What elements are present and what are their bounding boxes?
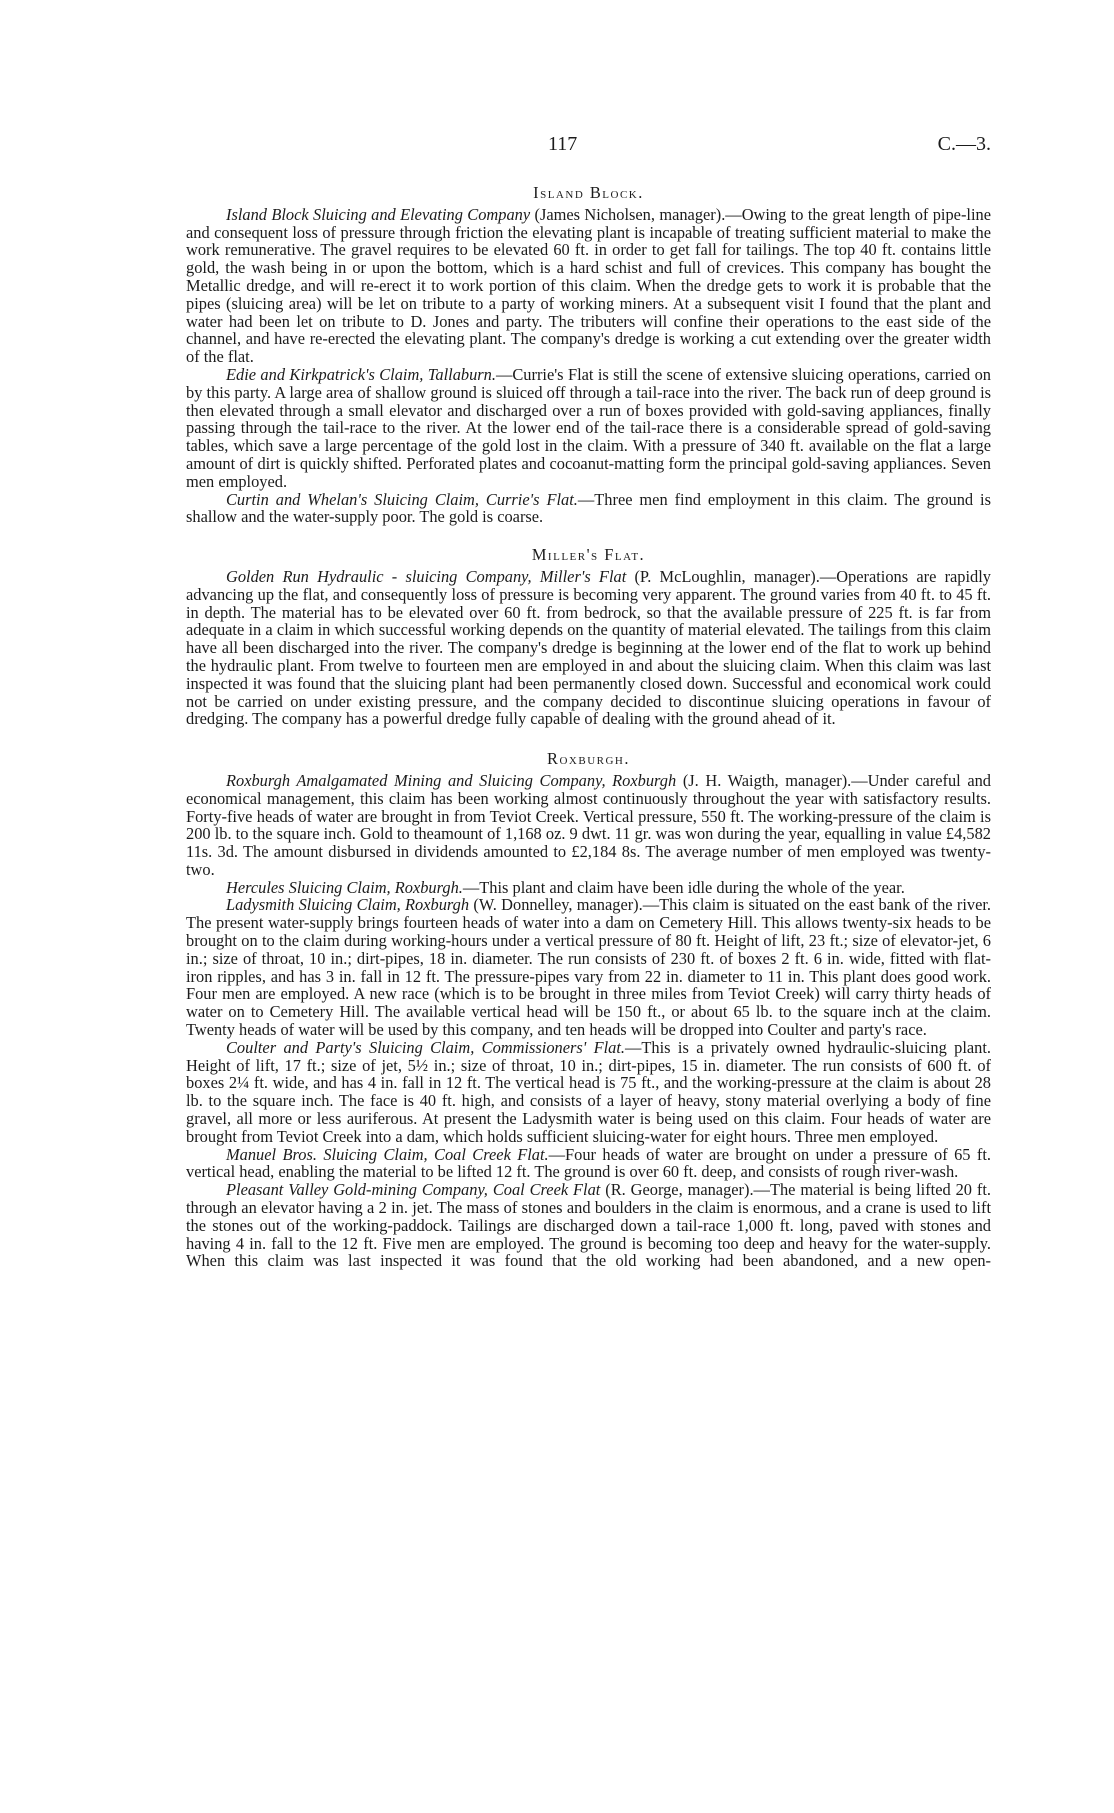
paragraph-lead: Edie and Kirkpatrick's Claim, Tallaburn. xyxy=(226,364,496,384)
paragraph xyxy=(186,568,991,728)
section-heading-millers-flat: Miller's Flat. xyxy=(531,545,646,565)
section-heading-roxburgh: Roxburgh. xyxy=(547,749,630,769)
paragraph-text: (P. McLoughlin, manager).—Operations are rapidly advancing up the flat, and consequently loss of pressure is becoming very apparent. The ground varies from 40 ft. to 45 ft. in depth. The material has to be elevated over 60 ft. from bedrock, so that the available pressure of 225 ft. is far from adequate in a claim in which successful working depends on the quantity of material elevated. The tailings from this claim have all been discharged into the river. The company's dredge is beginning at the lower end of the flat to work up behind the hydraulic plant. From twelve to fourteen men are employed in and about the sluicing claim. When this claim was last inspected it was found that the sluicing plant had been permanently closed down. Successful and economical work could not be carried on under existing pressure, and the company decided to discontinue sluicing operations in favour of dredging. The company has a powerful dredge fully capable of dealing with the ground ahead of it. xyxy=(186,566,992,729)
paragraph-lead: Curtin and Whelan's Sluicing Claim, Currie's Flat. xyxy=(226,489,578,509)
paragraph-lead: Pleasant Valley Gold-mining Company, Coal Creek Flat xyxy=(226,1180,601,1200)
paragraph-lead: Roxburgh Amalgamated Mining and Sluicing Company, Roxburgh xyxy=(226,770,677,790)
paragraph-text: (J. H. Waigth, manager).—Under careful and economical management, this claim has been working almost continuously throughout the year with satisfactory results. Forty-five heads of water are brought in from Teviot Creek. Vertical pressure, 550 ft. The working-pressure of the claim is 200 lb. to the square inch. Gold to theamount of 1,168 oz. 9 dwt. 11 gr. was won during the year, equalling in value £4,582 11s. 3d. The amount disbursed in dividends amounted to £2,184 8s. The average number of men employed was twenty-two. xyxy=(186,770,991,879)
paragraph-lead: Hercules Sluicing Claim, Roxburgh. xyxy=(226,877,463,897)
paragraph xyxy=(186,1181,991,1270)
document-reference: C.—3. xyxy=(937,133,991,155)
paragraph-text: (R. George, manager).—The material is being lifted 20 ft. through an elevator having a 2 in. jet. The mass of stones and boulders in the claim is enormous, and a crane is used to lift the stones out of the working-paddock. Tailings are discharged down a tail-race 1,000 ft. long, paved with stones and having 4 in. fall to the 12 ft. Five men are employed. The ground is becoming too deep and heavy for the water-supply. When this claim was last inspected it was found that the old working had been abandoned, and a new open- xyxy=(186,1180,991,1271)
paragraph xyxy=(186,879,991,897)
paragraph-lead: Ladysmith Sluicing Claim, Roxburgh xyxy=(226,895,470,915)
paragraph-lead: Island Block Sluicing and Elevating Company xyxy=(226,204,531,224)
paragraph-text: —Currie's Flat is still the scene of extensive sluicing operations, carried on by this party. A large area of shallow ground is sluiced off through a tail-race into the river. The back run of deep ground is then elevated through a small elevator and discharged over a run of boxes provided with gold-saving appliances, finally passing through the tail-race to the river. At the lower end of the tail-race there is a considerable spread of gold-saving tables, which save a large percentage of the gold lost in the claim. With a pressure of 340 ft. available on the flat a large amount of dirt is quickly shifted. Perforated plates and cocoanut-matting form the principal gold-saving appliances. Seven men employed. xyxy=(186,364,991,491)
paragraph-text: —Three men find employment in this claim. The ground is shallow and the water-supply poor. The gold is coarse. xyxy=(186,489,991,527)
paragraph-text: (W. Donnelley, manager).—This claim is situated on the east bank of the river. The present water-supply brings fourteen heads of water into a dam on Cemetery Hill. This allows twenty-six heads to be brought on to the claim during working-hours under a vertical pressure of 80 ft. Height of lift, 23 ft.; size of elevator-jet, 6 in.; size of throat, 10 in.; dirt-pipes, 18 in. diameter. The run consists of 230 ft. of boxes 2 ft. 6 in. wide, fitted with flat-iron ripples, and has 3 in. fall in 12 ft. The pressure-pipes vary from 22 in. diameter to 11 in. This plant does good work. Four men are employed. A new race (which is to be brought in three miles from Teviot Creek) will carry thirty heads of water on to Cemetery Hill. The available vertical head will be 150 ft., or about 65 lb. to the square inch at the claim. Twenty heads of water will be used by this company, and ten heads will be dropped into Coulter and party's race. xyxy=(186,895,991,1040)
paragraph-text: —This is a privately owned hydraulic-sluicing plant. Height of lift, 17 ft.; size of jet, 5½ in.; size of throat, 10 in.; dirt-pipes, 15 in. diameter. The run consists of 600 ft. of boxes 2¼ ft. wide, and has 4 in. fall in 12 ft. The vertical head is 75 ft., and the working-pressure at the claim is about 28 lb. to the square inch. The face is 40 ft. high, and consists of a layer of heavy, stony material overlying a body of fine gravel, all more or less auriferous. At present the Ladysmith water is being used on this claim. Four heads of water are brought from Teviot Creek into a dam, which holds sufficient sluicing-water for eight hours. Three men employed. xyxy=(186,1037,992,1146)
paragraph-lead: Coulter and Party's Sluicing Claim, Commissioners' Flat. xyxy=(226,1037,626,1057)
paragraph-lead: Golden Run Hydraulic - sluicing Company, Miller's Flat xyxy=(226,566,627,586)
paragraph-lead: Manuel Bros. Sluicing Claim, Coal Creek Flat. xyxy=(226,1144,549,1164)
paragraph xyxy=(186,366,991,491)
paragraph-text: —This plant and claim have been idle during the whole of the year. xyxy=(462,877,905,897)
section-heading-island-block: Island Block. xyxy=(533,183,644,202)
paragraph-text: (James Nicholsen, manager).—Owing to the great length of pipe-line and consequent loss of pressure through friction the elevating plant is incapable of treating sufficient material to make the work remunerative. The gravel requires to be elevated 60 ft. in order to get fall for tailings. The top 40 ft. contains little gold, the wash being in or upon the bottom, which is a hard schist and full of crevices. This company has bought the Metallic dredge, and will re-erect it to work portion of this claim. When the dredge gets to work it is probable that the pipes (sluicing area) will be let on tribute to a party of working miners. At a subsequent visit I found that the plant and water had been let on tribute to D. Jones and party. The tributers will confine their operations to the east side of the channel, and have re-erected the elevating plant. The company's dredge is working a cut extending over the greater width of the flat. xyxy=(186,204,991,367)
paragraph xyxy=(186,1039,991,1146)
page-number: 117 xyxy=(548,133,578,155)
paragraph xyxy=(186,896,991,1038)
paragraph xyxy=(186,772,991,879)
paragraph xyxy=(186,491,991,527)
paragraph xyxy=(186,1146,991,1182)
paragraph-text: —Four heads of water are brought on under a pressure of 65 ft. vertical head, enabling the material to be lifted 12 ft. The ground is over 60 ft. deep, and consists of rough river-wash. xyxy=(186,1144,991,1182)
paragraph xyxy=(186,206,991,366)
